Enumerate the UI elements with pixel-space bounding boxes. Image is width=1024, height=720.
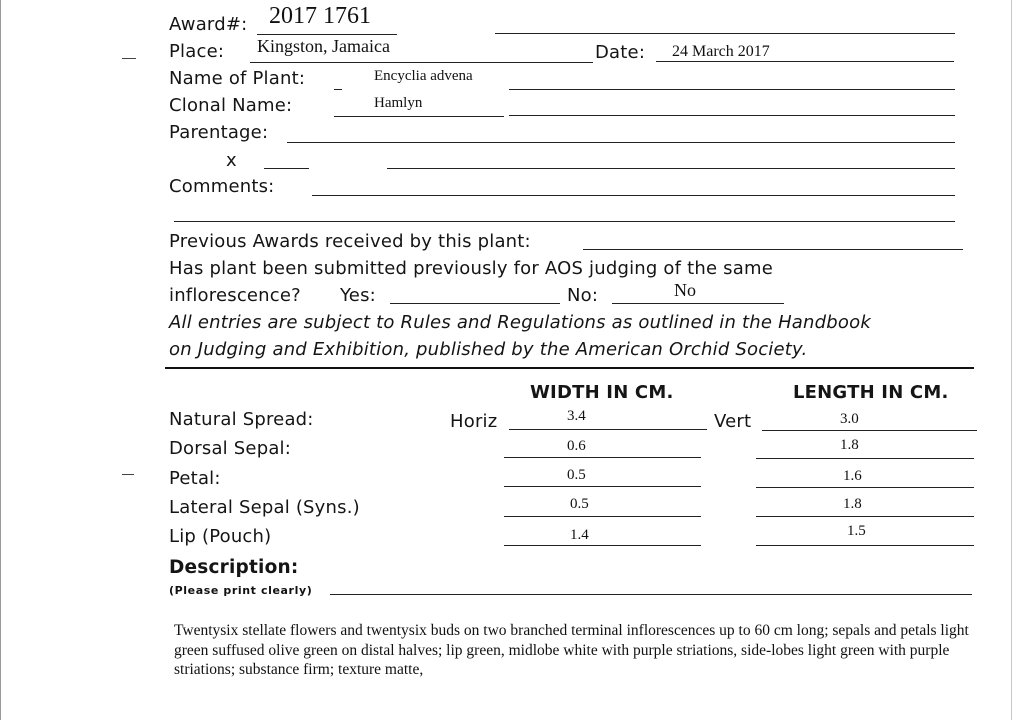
length-value: 1.8 xyxy=(840,437,859,453)
parentage-underline xyxy=(287,142,955,143)
rules-line-2: on Judging and Exhibition, published by the American Orchid Society. xyxy=(169,339,808,360)
comments-underline xyxy=(312,195,955,196)
length-underline xyxy=(756,487,974,488)
submitted-question: Has plant been submitted previously for AOS judging of the same xyxy=(169,258,773,279)
date-label: Date: xyxy=(595,42,646,63)
rules-line-1: All entries are subject to Rules and Regulations as outlined in the Handbook xyxy=(169,312,871,333)
length-header: LENGTH IN CM. xyxy=(793,382,949,403)
place-underline xyxy=(250,62,593,63)
measurement-label: Dorsal Sepal: xyxy=(169,438,292,459)
no-value: No xyxy=(674,280,696,300)
yes-underline xyxy=(390,303,560,304)
margin-mark xyxy=(122,58,136,59)
length-value: 1.8 xyxy=(843,496,862,512)
width-underline xyxy=(509,429,707,430)
measurement-label: Natural Spread: xyxy=(169,409,314,430)
margin-mark xyxy=(122,474,134,475)
award-label: Award#: xyxy=(169,14,248,35)
award-underline xyxy=(257,34,397,35)
measurement-label: Lateral Sepal (Syns.) xyxy=(169,497,360,518)
clonal-name-underline-left xyxy=(334,116,504,117)
length-underline xyxy=(756,516,974,517)
plant-name-short-line xyxy=(334,89,342,90)
place-value: Kingston, Jamaica xyxy=(257,36,390,56)
parentage-label: Parentage: xyxy=(169,122,269,143)
previous-awards-underline xyxy=(583,249,963,250)
width-underline xyxy=(504,545,701,546)
previous-awards-label: Previous Awards received by this plant: xyxy=(169,231,531,252)
length-underline xyxy=(762,430,977,431)
width-value: 1.4 xyxy=(570,527,589,543)
page-right-edge xyxy=(1011,0,1012,720)
page-left-edge xyxy=(0,0,1,720)
cross-symbol: x xyxy=(226,150,237,171)
length-underline xyxy=(756,545,974,546)
cross-underline xyxy=(387,168,955,169)
cross-short-line xyxy=(264,168,309,169)
date-underline xyxy=(656,61,954,62)
no-underline xyxy=(612,303,784,304)
date-value: 24 March 2017 xyxy=(672,43,770,60)
length-value: 1.6 xyxy=(843,468,862,484)
length-underline xyxy=(756,458,974,459)
length-value: 1.5 xyxy=(847,523,866,539)
width-value: 0.6 xyxy=(567,438,586,454)
clonal-name-label: Clonal Name: xyxy=(169,95,293,116)
plant-name-value: Encyclia advena xyxy=(374,68,473,84)
width-value: 0.5 xyxy=(570,496,589,512)
yes-label: Yes: xyxy=(340,285,376,306)
description-underline xyxy=(330,594,972,595)
award-value: 2017 1761 xyxy=(269,3,371,29)
place-label: Place: xyxy=(169,41,225,62)
award-extra-line xyxy=(495,33,955,34)
description-text: Twentysix stellate flowers and twentysix buds on two branched terminal inflorescences up to 60 cm long; sepals and petals light green suffused olive green on distal halves; lip green, midlobe white with purple striations, side-lobes light green with purple striations; substance firm; texture matte, xyxy=(174,622,969,678)
measurement-label: Petal: xyxy=(169,468,221,489)
inflorescence-label: inflorescence? xyxy=(169,285,301,306)
width-value: 0.5 xyxy=(567,467,586,483)
vert-label: Vert xyxy=(714,411,752,432)
clonal-name-underline-right xyxy=(509,115,955,116)
description-instruction: (Please print clearly) xyxy=(169,584,313,597)
width-header: WIDTH IN CM. xyxy=(530,382,674,403)
measurement-label: Lip (Pouch) xyxy=(169,526,272,547)
width-underline xyxy=(504,516,701,517)
width-underline xyxy=(504,457,701,458)
comments-label: Comments: xyxy=(169,176,275,197)
horiz-label: Horiz xyxy=(450,411,498,432)
length-value: 3.0 xyxy=(840,411,859,427)
width-underline xyxy=(504,486,701,487)
comments-underline-2 xyxy=(174,221,955,222)
description-heading: Description: xyxy=(169,557,299,578)
section-divider xyxy=(165,367,974,369)
plant-name-underline xyxy=(509,89,955,90)
plant-name-label: Name of Plant: xyxy=(169,68,306,89)
width-value: 3.4 xyxy=(567,408,586,424)
no-label: No: xyxy=(567,285,599,306)
clonal-name-value: Hamlyn xyxy=(374,95,423,111)
